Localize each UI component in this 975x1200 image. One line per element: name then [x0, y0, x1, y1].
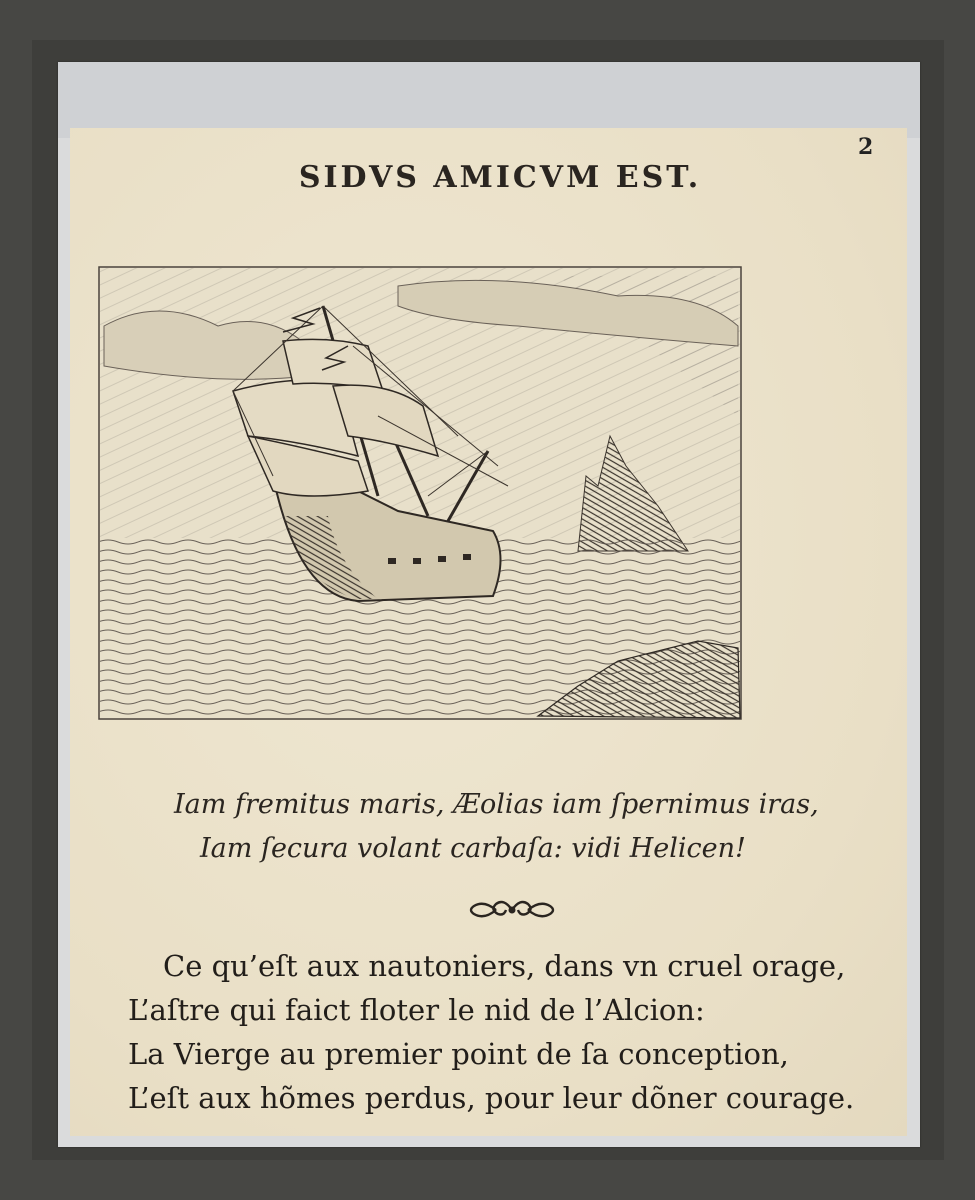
tissue-mount-top-band: [58, 62, 920, 138]
emblem-motto: SIDVS AMICVM EST.: [298, 160, 702, 195]
french-verse: [128, 944, 918, 1120]
french-verse-line: L’aſtre qui faict floter le nid de l’Alcion:: [128, 993, 705, 1027]
latin-verse-line: Iam ſecura volant carbaſa: vidi Helicen!: [200, 833, 746, 864]
latin-verse: [100, 783, 900, 871]
french-verse-line: Ce qu’eſt aux nautoniers, dans vn cruel orage,: [163, 949, 846, 983]
page-number: 2: [858, 134, 874, 160]
french-verse-line: L’eſt aux hõmes perdus, pour leur dõner courage.: [128, 1081, 855, 1115]
french-verse-line: La Vierge au premier point de ſa conception,: [128, 1037, 789, 1071]
latin-verse-line: Iam fremitus maris, Æolias iam ſpernimus iras,: [174, 789, 819, 820]
ship-engraving: [98, 266, 742, 720]
fleuron-ornament-icon: [466, 892, 558, 932]
